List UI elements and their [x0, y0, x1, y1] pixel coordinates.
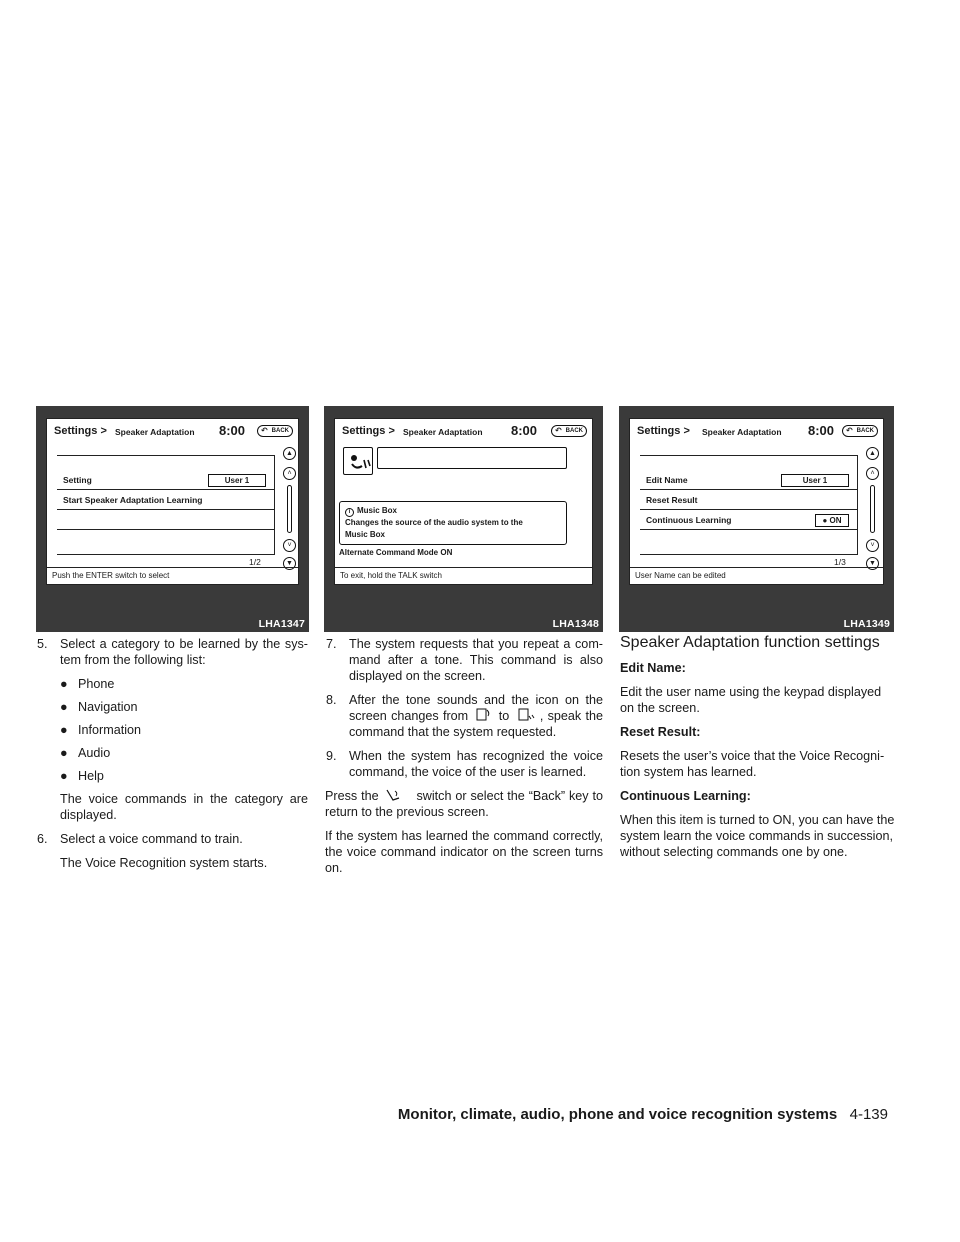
- figure-label: LHA1349: [843, 618, 890, 630]
- scroll-up-icon[interactable]: ˄: [866, 467, 879, 480]
- reset-result-heading: Reset Result:: [620, 725, 701, 739]
- listening-icon: [514, 708, 536, 722]
- text-column-1: [36, 636, 308, 879]
- screen-footer: User Name can be edited: [630, 567, 883, 584]
- talk-switch-icon: [383, 788, 413, 802]
- hint-line2: Music Box: [345, 530, 386, 539]
- list-item: ● Information: [60, 723, 141, 737]
- figure-lha1348: [324, 406, 603, 632]
- list-item: ● Audio: [60, 746, 111, 760]
- screen-footer: To exit, hold the TALK switch: [335, 567, 592, 584]
- back-arrow-icon: ↶: [555, 426, 562, 435]
- step-6-note: The Voice Recognition system starts.: [60, 856, 268, 870]
- page-footer: [398, 1106, 888, 1124]
- scroll-track[interactable]: [870, 485, 875, 533]
- menu-list: [57, 455, 275, 555]
- back-arrow-icon: ↶: [846, 426, 853, 435]
- bullet-icon: ●: [60, 769, 68, 783]
- figure-lha1347: [36, 406, 309, 632]
- menu-list: [640, 455, 858, 555]
- step-6: 6. Select a voice command to train.: [37, 832, 243, 846]
- scroll-up-icon[interactable]: ˄: [283, 467, 296, 480]
- list-item: ● Help: [60, 769, 104, 783]
- step-5: 5. Select a category to be learned by the sys- tem from the following list:: [37, 637, 308, 667]
- user-value-box: User 1: [781, 474, 849, 487]
- page-number: 4-139: [849, 1106, 888, 1123]
- step-5-note: The voice commands in the category are displayed.: [60, 792, 308, 822]
- menu-item-reset-result[interactable]: Reset Result: [640, 490, 857, 510]
- back-button[interactable]: ↶ BACK: [257, 425, 293, 437]
- screen-header: [335, 419, 592, 445]
- mode-status: Alternate Command Mode ON: [339, 548, 453, 557]
- scroll-down-icon[interactable]: ˅: [866, 539, 879, 552]
- menu-item-edit-name[interactable]: Edit Name User 1: [640, 470, 857, 490]
- figure-lha1349: [619, 406, 894, 632]
- step-7: 7. The system requests that you repeat a com- mand after a tone. This command is also displayed on the screen.: [326, 637, 603, 683]
- edit-name-text: Edit the user name using the keypad displayed on the screen.: [620, 685, 882, 715]
- clock: 8:00: [219, 423, 246, 438]
- screen-title: Settings >: [637, 425, 690, 437]
- continuous-learning-heading: Continuous Learning:: [620, 789, 751, 803]
- bullet-icon: ●: [60, 700, 68, 714]
- step-8: 8. After the tone sounds and the icon on the screen changes from to , speak the command that the system requested.: [326, 693, 603, 739]
- talk-icon: [472, 708, 494, 722]
- screen-subtitle: Speaker Adaptation: [702, 427, 782, 437]
- screen-title: Settings >: [54, 425, 107, 437]
- user-value-box: User 1: [208, 474, 266, 487]
- back-instruction: Press the switch or select the “Back” key to return to the previous screen.: [325, 789, 604, 819]
- bullet-icon: ●: [60, 723, 68, 737]
- menu-item-start-learning[interactable]: Start Speaker Adaptation Learning: [57, 490, 274, 510]
- figure-label: LHA1348: [552, 618, 599, 630]
- page-indicator: 1/2: [249, 557, 261, 567]
- voice-command-icon: [343, 447, 373, 475]
- chapter-title: Monitor, climate, audio, phone and voice recognition systems: [397, 1106, 838, 1123]
- figure-label: LHA1347: [258, 618, 305, 630]
- edit-name-heading: Edit Name:: [620, 661, 686, 675]
- scroll-track[interactable]: [287, 485, 292, 533]
- recognized-text-box: [377, 447, 567, 469]
- screen-subtitle: Speaker Adaptation: [403, 427, 483, 437]
- scroll-down-icon[interactable]: ˅: [283, 539, 296, 552]
- scroll-bottom-icon[interactable]: ▼: [283, 557, 296, 570]
- back-arrow-icon: ↶: [261, 426, 268, 435]
- back-button[interactable]: ↶ BACK: [551, 425, 587, 437]
- screen-subtitle: Speaker Adaptation: [115, 427, 195, 437]
- on-toggle[interactable]: ● ON: [815, 514, 849, 527]
- page-indicator: 1/3: [834, 557, 846, 567]
- back-button[interactable]: ↶ BACK: [842, 425, 878, 437]
- command-hint-box: [339, 501, 567, 545]
- continuous-learning-text: When this item is turned to ON, you can have the system learn the voice commands in succession, without selecting commands one by one.: [620, 813, 895, 859]
- scroll-bottom-icon[interactable]: ▼: [866, 557, 879, 570]
- step-9: 9. When the system has recognized the voice command, the voice of the user is learned.: [326, 749, 603, 779]
- reset-result-text: Resets the user’s voice that the Voice Recogni- tion system has learned.: [620, 749, 885, 779]
- clock: 8:00: [808, 423, 835, 438]
- screen: [46, 418, 299, 585]
- screen-title: Settings >: [342, 425, 395, 437]
- bullet-icon: ●: [60, 746, 68, 760]
- scroll-top-icon[interactable]: ▲: [866, 447, 879, 460]
- menu-item-continuous-learning[interactable]: Continuous Learning ● ON: [640, 510, 857, 530]
- info-icon: i: [345, 508, 354, 517]
- learned-note: If the system has learned the command correctly, the voice command indicator on the screen turns on.: [325, 829, 603, 875]
- hint-title: Music Box: [357, 506, 398, 515]
- menu-item-empty: [57, 510, 274, 530]
- scroll-control[interactable]: [283, 447, 297, 567]
- screen-footer: Push the ENTER switch to select: [47, 567, 298, 584]
- list-item: ● Navigation: [60, 700, 138, 714]
- bullet-icon: ●: [60, 677, 68, 691]
- screen-header: [630, 419, 883, 445]
- clock: 8:00: [511, 423, 538, 438]
- text-column-2: [325, 636, 603, 884]
- scroll-top-icon[interactable]: ▲: [283, 447, 296, 460]
- scroll-control[interactable]: [866, 447, 880, 567]
- menu-item-setting[interactable]: Setting User 1: [57, 470, 274, 490]
- section-title: Speaker Adaptation function settings: [620, 634, 880, 651]
- hint-line1: Changes the source of the audio system to the: [345, 518, 523, 527]
- on-indicator-icon: ●: [822, 516, 830, 525]
- screen: [334, 418, 593, 585]
- list-item: ● Phone: [60, 677, 115, 691]
- text-column-3: [620, 636, 896, 868]
- screen: [629, 418, 884, 585]
- screen-header: [47, 419, 298, 445]
